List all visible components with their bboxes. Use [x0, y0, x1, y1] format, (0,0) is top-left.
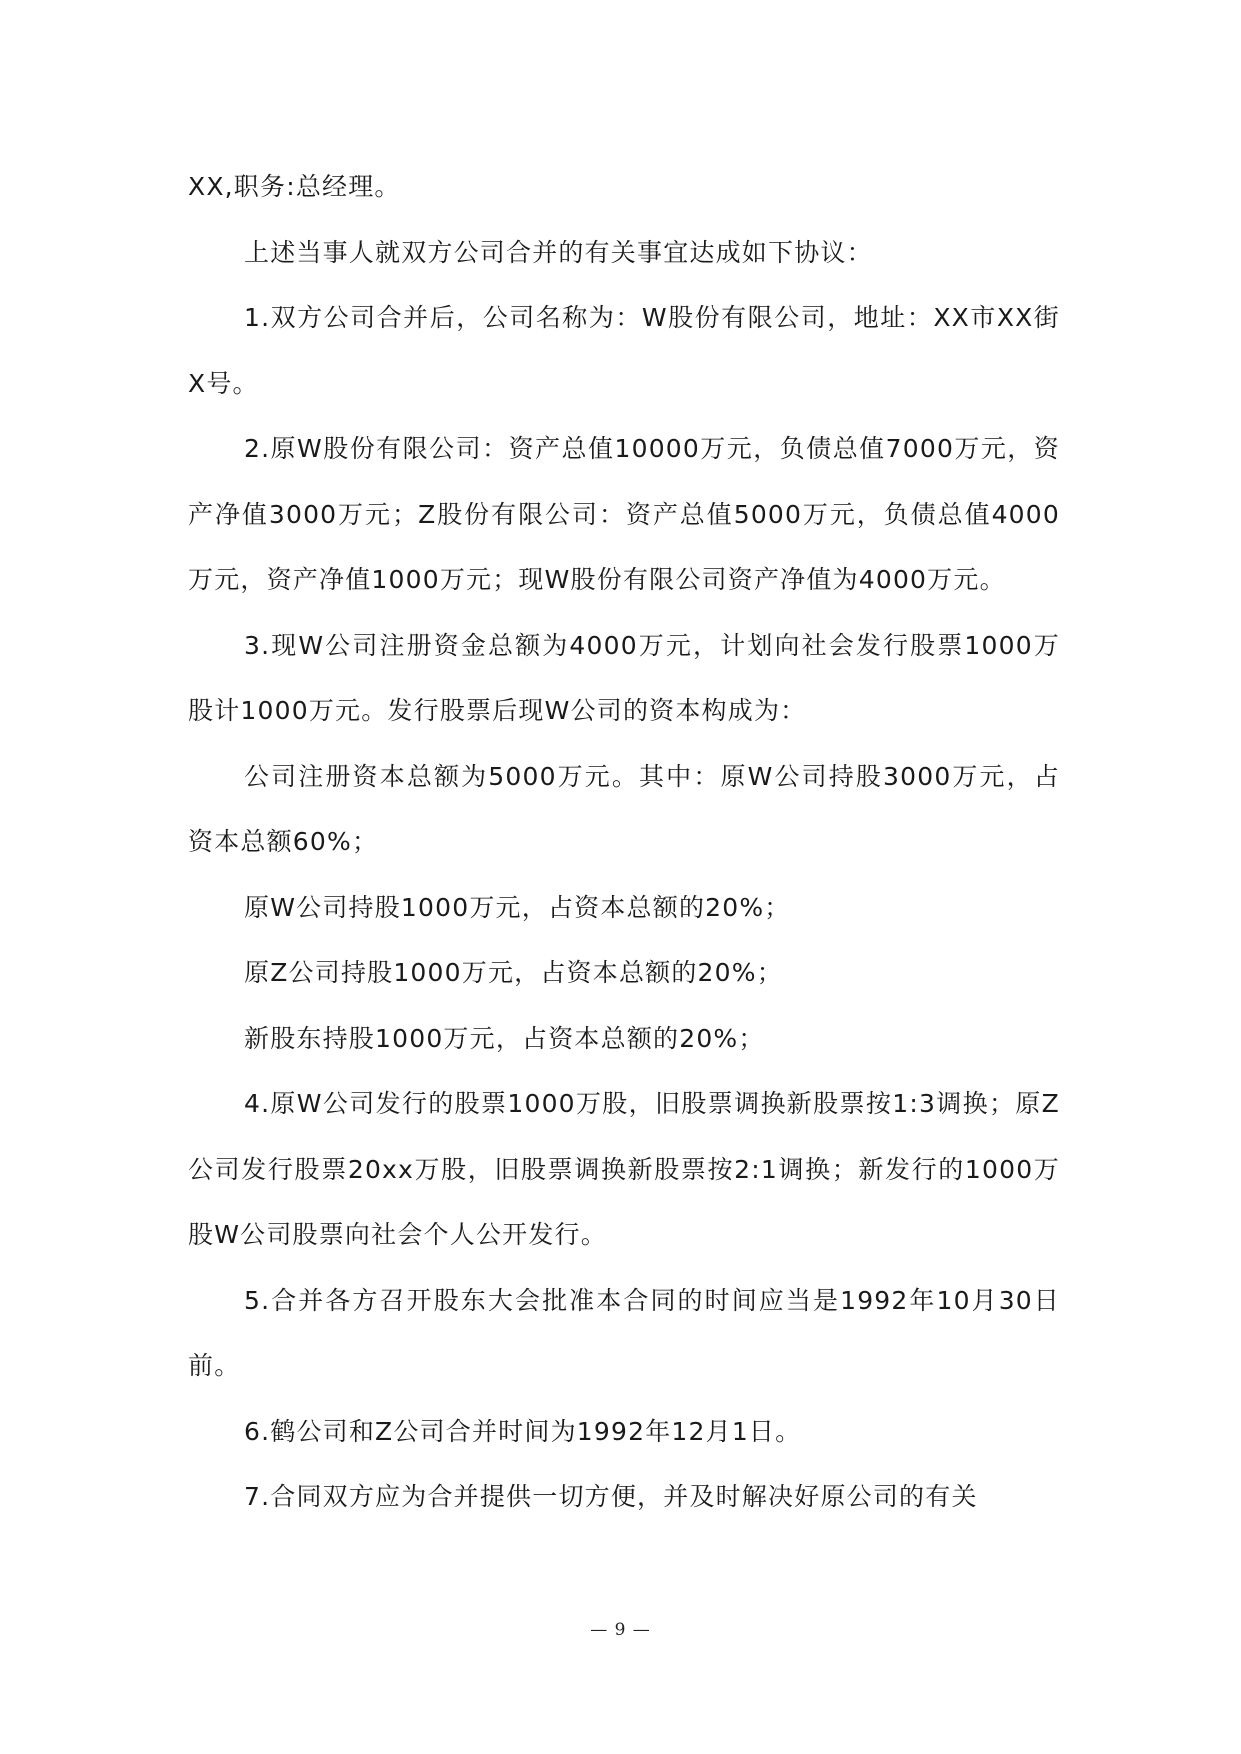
document-body: [188, 154, 1060, 1530]
paragraph-clause-5: 5.合并各方召开股东大会批准本合同的时间应当是1992年10月30日前。: [188, 1285, 1060, 1380]
paragraph-clause-6: 6.鹤公司和Z公司合并时间为1992年12月1日。: [244, 1416, 802, 1446]
paragraph-capital-new: 新股东持股1000万元，占资本总额的20%；: [244, 1023, 765, 1053]
paragraph-clause-3: 3.现W公司注册资金总额为4000万元，计划向社会发行股票1000万股计1000万元。发行股票后现W公司的资本构成为：: [188, 630, 1060, 725]
paragraph-capital-total: 公司注册资本总额为5000万元。其中：原W公司持股3000万元，占资本总额60%；: [188, 761, 1060, 856]
paragraph-clause-1: 1.双方公司合并后，公司名称为：W股份有限公司，地址：XX市XX街X号。: [188, 303, 1060, 398]
paragraph-capital-z: 原Z公司持股1000万元，占资本总额的20%；: [244, 958, 783, 987]
paragraph-clause-7: 7.合同双方应为合并提供一切方便，并及时解决好原公司的有关: [244, 1482, 978, 1511]
page-number: — 9 —: [590, 1620, 651, 1640]
paragraph-capital-w: 原W公司持股1000万元，占资本总额的20%；: [244, 892, 791, 922]
paragraph-position-line: XX,职务:总经理。: [188, 172, 401, 201]
paragraph-agreement-intro: 上述当事人就双方公司合并的有关事宜达成如下协议：: [244, 237, 873, 267]
paragraph-clause-4: 4.原W公司发行的股票1000万股，旧股票调换新股票按1:3调换；原Z公司发行股票20xx万股，旧股票调换新股票按2:1调换；新发行的1000万股W公司股票向社会个人公开发行。: [188, 1089, 1060, 1249]
paragraph-clause-2: 2.原W股份有限公司：资产总值10000万元，负债总值7000万元，资产净值3000万元；Z股份有限公司：资产总值5000万元，负债总值4000万元，资产净值1000万元；现W股份有限公司资产净值为4000万元。: [188, 434, 1060, 594]
